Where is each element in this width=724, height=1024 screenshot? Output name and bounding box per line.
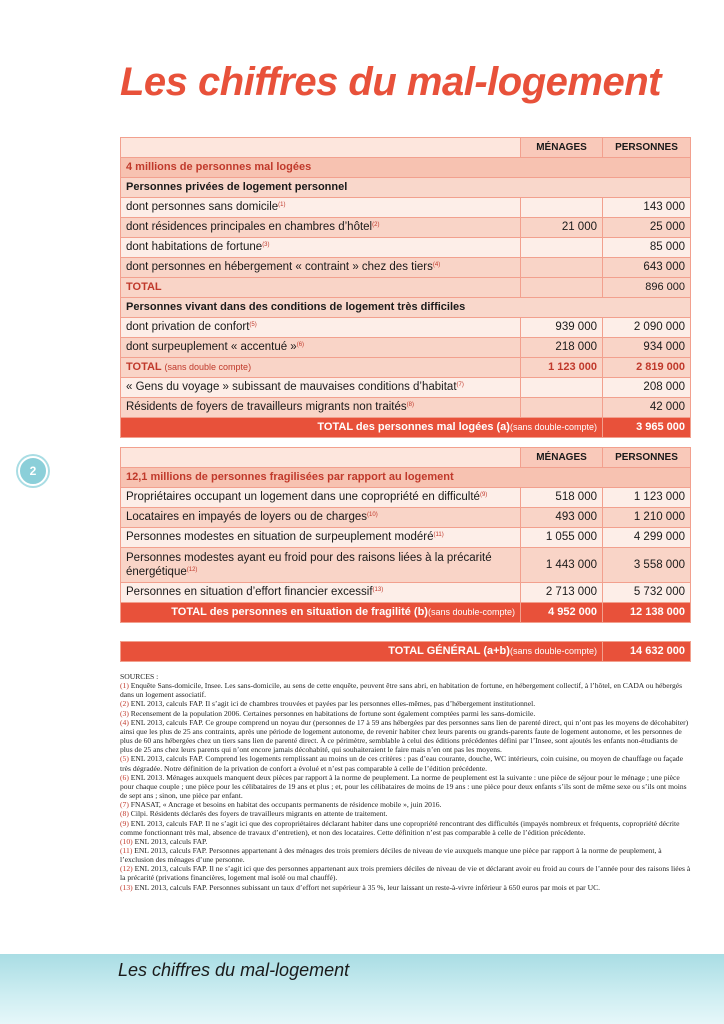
row-menages: 493 000: [521, 508, 603, 528]
table-row: [121, 338, 691, 358]
source-number: (9): [120, 818, 129, 828]
source-number: (4): [120, 717, 129, 727]
table-row: [121, 258, 691, 278]
total-personnes: 2 819 000: [603, 358, 691, 378]
row-personnes: 1 123 000: [603, 488, 691, 508]
total-personnes: 896 000: [603, 278, 691, 298]
row-label: dont privation de confort$^{(5)}$: [121, 318, 521, 338]
row-menages: [521, 238, 603, 258]
source-number: (2): [120, 699, 129, 709]
header-personnes: PERSONNES: [603, 138, 691, 158]
row-label: dont surpeuplement « accentué »$^{(6)}$: [121, 338, 521, 358]
row-menages: 21 000: [521, 218, 603, 238]
table-row: [121, 198, 691, 218]
footnote-ref: (11): [433, 532, 444, 538]
row-menages: 2 713 000: [521, 583, 603, 603]
total-general-table: [120, 641, 691, 662]
row-menages: 218 000: [521, 338, 603, 358]
row-label: Locataires en impayés de loyers ou de charges$^{(10)}$: [121, 508, 521, 528]
row-menages: 1 055 000: [521, 528, 603, 548]
row-label: Personnes modestes ayant eu froid pour des raisons liées à la précarité énergétique$^{(12)}$: [121, 548, 521, 583]
source-text: ENL 2013, calculs FAP. Comprend les logements remplissant au moins un de ces critères : pas d’eau courante, douche, WC intérieurs, coin cuisine, ou moyen de chauffage ou façade très dégradée. Notre définition de la privation de confort a évolué et n’est pas comparable à celle de l’édition précédente.: [120, 754, 683, 773]
row-label: dont personnes sans domicile$^{(1)}$: [121, 198, 521, 218]
header-menages: MÉNAGES: [521, 138, 603, 158]
total-menages: [521, 278, 603, 298]
page-number-badge: 2: [18, 456, 48, 486]
row-personnes: 2 090 000: [603, 318, 691, 338]
total-row: [121, 358, 691, 378]
header-personnes: PERSONNES: [603, 448, 691, 468]
source-note: [120, 718, 692, 755]
table-header-row: [121, 138, 691, 158]
source-note: [120, 864, 692, 882]
table-row: [121, 218, 691, 238]
source-note: [120, 754, 692, 772]
table-row: [121, 528, 691, 548]
row-label: dont résidences principales en chambres d’hôtel$^{(2)}$: [121, 218, 521, 238]
row-personnes: 42 000: [603, 398, 691, 418]
row-personnes: 3 558 000: [603, 548, 691, 583]
source-text: Cilpi. Résidents déclarés des foyers de travailleurs migrants en attente de traitement.: [130, 809, 388, 819]
mal-logement-table: [120, 137, 691, 438]
source-text: ENL 2013, calculs FAP. Il ne s’agit ici que des personnes appartenant aux trois premiers déciles de niveau de vie et déclarant avoir eu froid au cours de l’année pour des raisons liées à la précarité (privations financières, logement mal isolé ou mal chauffé).: [120, 864, 691, 883]
footnote-ref: (10): [367, 512, 378, 518]
row-personnes: 5 732 000: [603, 583, 691, 603]
row-menages: [521, 378, 603, 398]
source-text: FNASAT, « Ancrage et besoins en habitat des occupants permanents de résidence mobile », juin 2016.: [130, 800, 442, 810]
source-text: Recensement de la population 2006. Certaines personnes en habitations de fortune sont également comptées parmi les sans-domicile.: [130, 708, 536, 718]
source-note: [120, 819, 692, 837]
row-label: dont personnes en hébergement « contraint » chez des tiers$^{(4)}$: [121, 258, 521, 278]
section-label: 12,1 millions de personnes fragilisées par rapport au logement: [121, 468, 691, 488]
row-personnes: 4 299 000: [603, 528, 691, 548]
header-menages: MÉNAGES: [521, 448, 603, 468]
subsection-label: Personnes vivant dans des conditions de logement très difficiles: [121, 298, 691, 318]
footnote-ref: (5): [249, 322, 257, 328]
table-row: [121, 583, 691, 603]
source-number: (5): [120, 754, 129, 764]
row-label: Personnes en situation d’effort financier excessif$^{(13)}$: [121, 583, 521, 603]
source-text: ENL 2013, calculs FAP. Personnes subissant un taux d’effort net supérieur à 35 %, leur laissant un reste-à-vivre inférieur à 650 euros par mois et par UC.: [134, 882, 601, 892]
row-label: dont habitations de fortune$^{(3)}$: [121, 238, 521, 258]
total-row: [121, 278, 691, 298]
source-text: ENL 2013, calculs FAP. Il ne s’agit ici que des copropriétaires déclarant habiter dans une copropriété rencontrant des difficultés (impayés nombreux et fréquents, copropriété décrite comme fonctionnant très mal, absence de travaux d’entretien), et non des locataires. Cette définition n’est pas comparable à celle de l’édition précédente.: [120, 818, 680, 837]
subsection-row: [121, 298, 691, 318]
row-menages: [521, 398, 603, 418]
source-number: (11): [120, 845, 133, 855]
header-blank: [121, 448, 521, 468]
grand-total-row: [121, 603, 691, 623]
footnote-ref: (12): [186, 567, 198, 573]
source-note: [120, 709, 692, 718]
sources-title: SOURCES :: [120, 672, 159, 681]
source-note: [120, 809, 692, 818]
source-number: (8): [120, 809, 129, 819]
footnote-ref: (7): [456, 382, 464, 388]
source-text: ENL 2013, calculs FAP. Ce groupe comprend un noyau dur (personnes de 17 à 59 ans hébergées par des personnes sans lien de parenté direct, qui n’ont pas les moyens de décohabiter) ainsi que les plus de 25 ans contraints, après une période de logement autonome, de revenir habiter chez leurs parents ou grands-parents faute de logement autonome, et les personnes de plus de 60 ans hébergées chez un tiers sans lien de parenté direct. À ce périmètre, semblable à celui des éditions précédentes défini par l’Insee, sont ajoutés les enfants non-étudiants de plus de 25 ans chez leurs parents qui n’ont encore jamais décohabité, qui souhaiteraient le faire mais n’en ont pas les moyens.: [120, 717, 689, 755]
total-label: TOTAL (sans double compte): [121, 358, 521, 378]
total-general-row: [121, 642, 691, 662]
row-personnes: 143 000: [603, 198, 691, 218]
page-title: Les chiffres du mal-logement: [120, 60, 661, 104]
footnote-ref: (2): [372, 222, 380, 228]
source-number: (10): [120, 836, 133, 846]
section-row: [121, 468, 691, 488]
subsection-label: Personnes privées de logement personnel: [121, 178, 691, 198]
fragilite-table: [120, 447, 691, 623]
source-number: (13): [120, 882, 133, 892]
source-note: [120, 883, 692, 892]
source-note: [120, 846, 692, 864]
source-text: Enquête Sans-domicile, Insee. Les sans-domicile, au sens de cette enquête, peuvent être sans abri, en habitation de fortune, en hébergement collectif, à l’hôtel, en CADA ou hébergés dans un logement associatif.: [120, 681, 683, 700]
footer-band: [0, 954, 724, 1024]
grand-total-label: TOTAL des personnes en situation de fragilité (b)(sans double-compte): [121, 603, 521, 623]
row-label: Propriétaires occupant un logement dans une copropriété en difficulté$^{(9)}$: [121, 488, 521, 508]
table-row: [121, 318, 691, 338]
source-number: (1): [120, 681, 129, 691]
row-menages: 518 000: [521, 488, 603, 508]
total-general-personnes: 14 632 000: [603, 642, 691, 662]
footnote-ref: (13): [372, 587, 384, 593]
table-row: [121, 548, 691, 583]
footnote-ref: (3): [262, 242, 270, 248]
source-text: ENL 2013. Ménages auxquels manquent deux pièces par rapport à la norme de peuplement. La norme de peuplement est la suivante : une pièce de séjour pour le ménage ; une pièce pour chaque couple ; une pièce pour les célibataires de 19 ans et plus ; et, pour les célibataires de moins de 19 ans : une pièce pour deux enfants s’ils sont de même sexe ou s’ils ont moins de sept ans ; sinon, une pièce par enfant.: [120, 772, 687, 801]
source-note: [120, 681, 692, 699]
row-menages: [521, 258, 603, 278]
row-label: Personnes modestes en situation de surpeuplement modéré$^{(11)}$: [121, 528, 521, 548]
source-number: (12): [120, 864, 133, 874]
row-personnes: 208 000: [603, 378, 691, 398]
table-row: [121, 238, 691, 258]
footnote-ref: (6): [296, 342, 305, 348]
footer-title: Les chiffres du mal-logement: [118, 960, 350, 980]
grand-total-row: [121, 418, 691, 438]
row-personnes: 25 000: [603, 218, 691, 238]
grand-total-personnes: 12 138 000: [603, 603, 691, 623]
row-label: Résidents de foyers de travailleurs migrants non traités$^{(8)}$: [121, 398, 521, 418]
grand-total-personnes: 3 965 000: [603, 418, 691, 438]
sources-block: [120, 672, 692, 892]
source-text: ENL 2013, calculs FAP.: [134, 836, 208, 846]
sources-list: [120, 681, 692, 892]
total-menages: 1 123 000: [521, 358, 603, 378]
section-row: [121, 158, 691, 178]
section-label: 4 millions de personnes mal logées: [121, 158, 691, 178]
footnote-ref: (4): [432, 262, 441, 268]
table-row: [121, 508, 691, 528]
total-label: TOTAL: [121, 278, 521, 298]
row-menages: 939 000: [521, 318, 603, 338]
source-text: ENL 2013, calculs FAP. Il s’agit ici de chambres trouvées et payées par les personnes elles-mêmes, pas d’hébergement institutionnel.: [130, 699, 536, 709]
source-number: (7): [120, 800, 129, 810]
footnote-ref: (8): [406, 402, 414, 408]
source-number: (3): [120, 708, 129, 718]
row-personnes: 934 000: [603, 338, 691, 358]
source-note: [120, 800, 692, 809]
header-blank: [121, 138, 521, 158]
row-label: « Gens du voyage » subissant de mauvaises conditions d’habitat$^{(7)}$: [121, 378, 521, 398]
source-text: ENL 2013, calculs FAP. Personnes appartenant à des ménages des trois premiers déciles de niveau de vie auxquels manque une pièce par rapport à la norme de peuplement, à l’exclusion des ménages d’une personne.: [120, 845, 662, 865]
subsection-row: [121, 178, 691, 198]
table-row: [121, 378, 691, 398]
table-row: [121, 398, 691, 418]
source-number: (6): [120, 772, 129, 782]
row-menages: [521, 198, 603, 218]
table-row: [121, 488, 691, 508]
row-personnes: 85 000: [603, 238, 691, 258]
source-note: [120, 699, 692, 708]
footnote-ref: (1): [278, 202, 286, 208]
row-menages: 1 443 000: [521, 548, 603, 583]
grand-total-label: TOTAL des personnes mal logées (a)(sans double-compte): [121, 418, 603, 438]
row-personnes: 1 210 000: [603, 508, 691, 528]
source-note: [120, 773, 692, 800]
footnote-ref: (9): [479, 492, 488, 498]
total-general-label: TOTAL GÉNÉRAL (a+b)(sans double-compte): [121, 642, 603, 662]
source-note: [120, 837, 692, 846]
row-personnes: 643 000: [603, 258, 691, 278]
grand-total-menages: 4 952 000: [521, 603, 603, 623]
table-header-row: [121, 448, 691, 468]
